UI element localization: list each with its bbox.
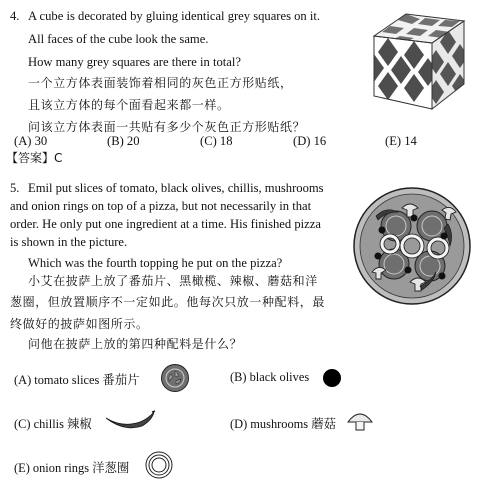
q5-line5: Which was the fourth topping he put on the pizza? [28, 256, 283, 270]
q4-line1: A cube is decorated by gluing identical grey squares on it. [28, 9, 321, 23]
q4-answer: 【答案】C [6, 151, 63, 165]
tomato-slice-icon [160, 363, 190, 393]
q5-option-c[interactable]: (C) chillis 辣椒 [14, 417, 92, 431]
q5-cn3: 终做好的披萨如图所示。 [10, 317, 149, 331]
q5-cn4: 问他在披萨上放的第四种配料是什么？ [28, 337, 243, 351]
q4-option-e[interactable]: (E) 14 [385, 134, 417, 148]
q5-line4: is shown in the picture. [10, 235, 128, 249]
q4-option-b[interactable]: (B) 20 [107, 134, 140, 148]
q4-option-a[interactable]: (A) 30 [14, 134, 48, 148]
cube-figure [370, 10, 470, 116]
onion-ring-icon [145, 451, 173, 479]
q5-option-e[interactable]: (E) onion rings 洋葱圈 [14, 461, 130, 475]
q5-line2: and onion rings on top of a pizza, but not necessarily in that [10, 199, 312, 213]
mushroom-icon [346, 410, 374, 432]
q4-option-d[interactable]: (D) 16 [293, 134, 327, 148]
q5-line1: Emil put slices of tomato, black olives, chillis, mushrooms [28, 181, 324, 195]
q4-number: 4. [10, 9, 20, 23]
q5-number: 5. [10, 181, 20, 195]
q4-option-c[interactable]: (C) 18 [200, 134, 233, 148]
black-olive-icon [322, 368, 342, 388]
q4-line2: All faces of the cube look the same. [28, 32, 209, 46]
q5-option-d[interactable]: (D) mushrooms 蘑菇 [230, 417, 337, 431]
q4-cn1: 一个立方体表面装饰着相同的灰色正方形贴纸， [28, 76, 293, 90]
q4-cn3: 问该立方体表面一共贴有多少个灰色正方形贴纸？ [28, 120, 306, 134]
q4-cn2: 且该立方体的每个面看起来都一样。 [28, 98, 230, 112]
q5-line3: order. He only put one ingredient at a time. His finished pizza [10, 217, 321, 231]
q5-option-b[interactable]: (B) black olives [230, 370, 310, 384]
q4-line3: How many grey squares are there in total? [28, 55, 241, 69]
pizza-figure [352, 186, 472, 306]
q5-cn1: 小艾在披萨上放了番茄片、黑橄榄、辣椒、蘑菇和洋 [28, 274, 318, 288]
q5-option-a[interactable]: (A) tomato slices 番茄片 [14, 373, 140, 387]
q5-cn2: 葱圈，但放置顺序不一定如此。他每次只放一种配料，最 [10, 295, 326, 309]
chilli-icon [104, 410, 156, 428]
